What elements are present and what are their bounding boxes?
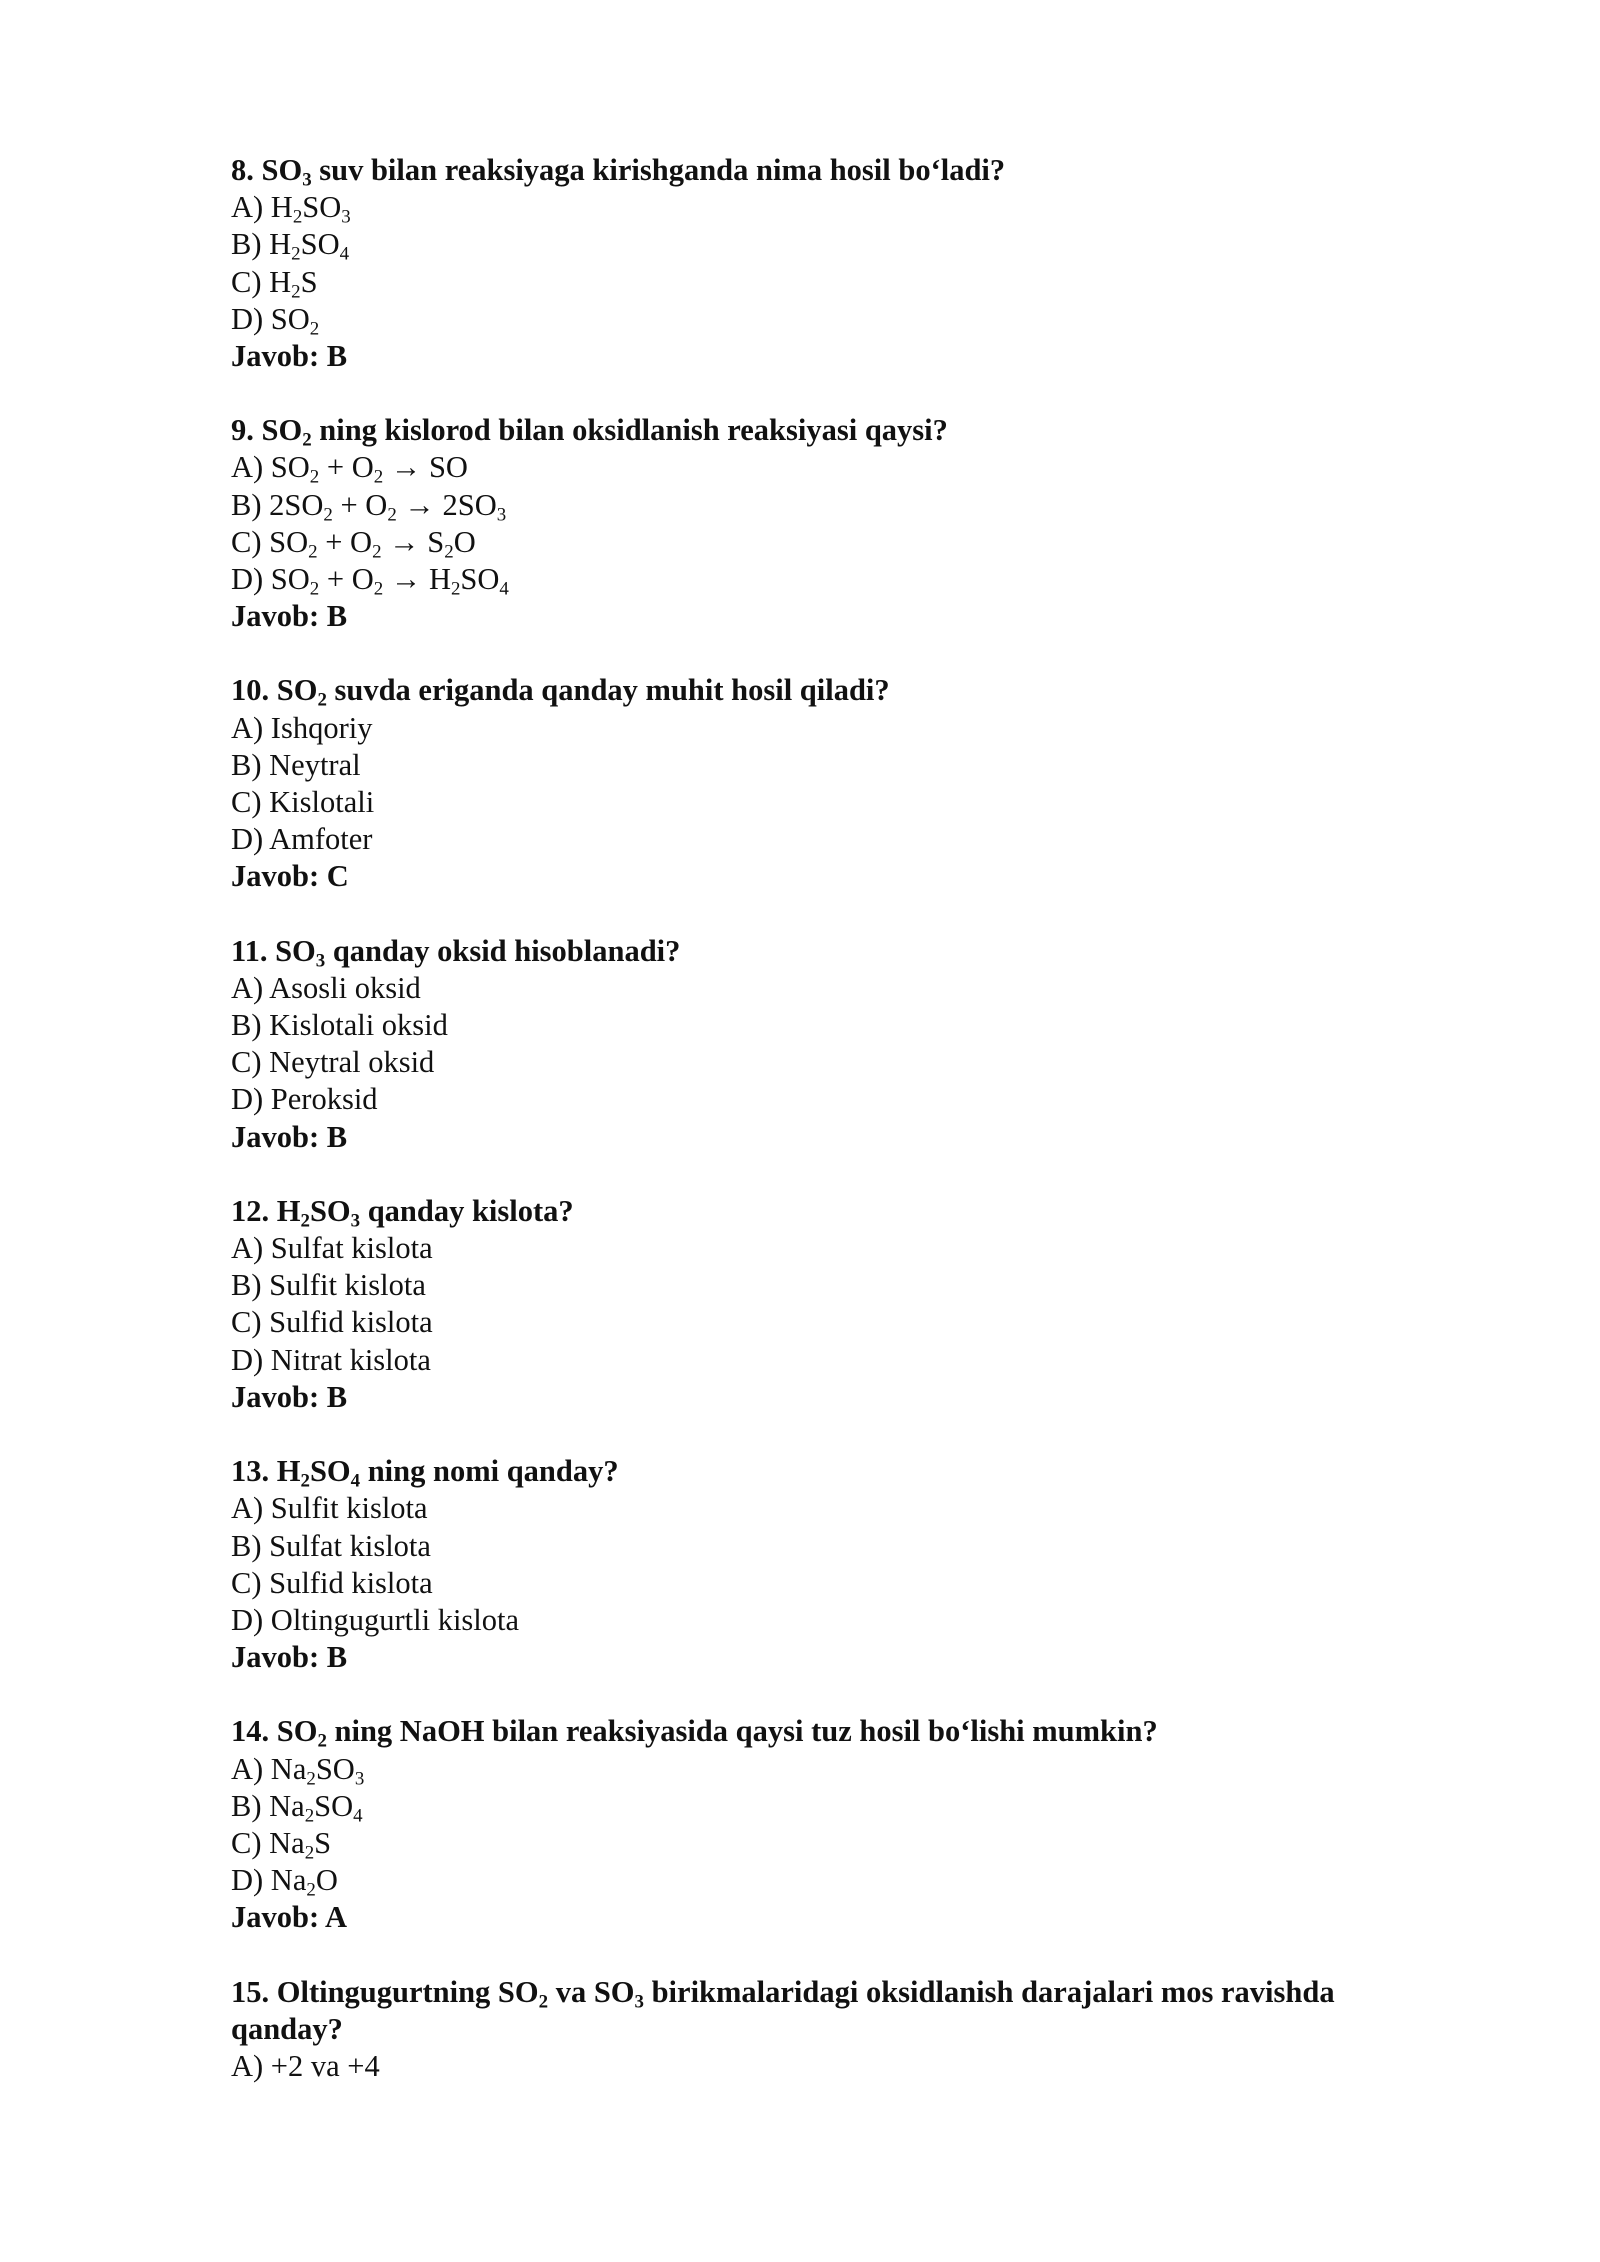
option-a: A) Sulfat kislota (231, 1231, 433, 1266)
question-14 (231, 1713, 1431, 1936)
option-a: A) $SO_2 + O_2$ → SO (231, 450, 468, 488)
question-title: 14. $SO_2$ ning NaOH bilan reaksiyasida qaysi tuz hosil bo‘lishi mumkin? (231, 1714, 1158, 1752)
option-c: C) Kislotali (231, 785, 375, 820)
option-b: B) $2SO_2 + O_2 \to 2SO_3$ (231, 487, 507, 525)
question-title: 10. $SO_2$ suvda eriganda qanday muhit hosil qiladi? (231, 673, 890, 711)
question-title: 11. $SO_3$ qanday oksid hisoblanadi? (231, 933, 681, 971)
option-b: B) Kislotali oksid (231, 1008, 448, 1043)
answer: Javob: B (231, 1119, 348, 1154)
option-d: D) Peroksid (231, 1082, 378, 1117)
question-title: 9. $SO_2$ ning kislorod bilan oksidlanish reaksiyasi qaysi? (231, 413, 948, 451)
option-d: D) $SO_2$ (231, 301, 320, 340)
question-13 (231, 1453, 1431, 1676)
question-title: 13. $H_2SO_4$ ning nomi qanday? (231, 1454, 619, 1492)
document-page (231, 152, 1431, 2122)
option-d: D) Oltingugurtli kislota (231, 1602, 520, 1637)
option-a: A) Ishqoriy (231, 710, 373, 745)
option-d: D) $Na_2O$ (231, 1863, 338, 1901)
option-a: A) Sulfit kislota (231, 1491, 428, 1526)
option-a: A) +2 va +4 (231, 2048, 380, 2083)
answer: Javob: A (231, 1900, 348, 1935)
question-8 (231, 152, 1431, 375)
question-title: 15. Oltingugurtning $SO_2$ va $SO_3$ birikmalaridagi oksidlanish darajalari mos ravishda qanday? (231, 1974, 1335, 2046)
option-d: D) $SO_2 + O_2 \to H_2SO_4$ (231, 562, 509, 600)
question-15 (231, 1974, 1431, 2086)
option-c: C) $Na_2S$ (231, 1825, 332, 1864)
question-11 (231, 933, 1431, 1156)
question-10 (231, 672, 1431, 895)
answer: Javob: C (231, 859, 349, 894)
option-c: C) $H_2S$ (231, 264, 318, 302)
option-a: A) $Na_2SO_3$ (231, 1751, 365, 1789)
question-title: 12. $H_2SO_3$ qanday kislota? (231, 1193, 574, 1232)
answer: Javob: B (231, 599, 348, 634)
option-b: B) Sulfit kislota (231, 1268, 426, 1303)
option-c: C) Sulfid kislota (231, 1565, 433, 1600)
option-b: B) Sulfat kislota (231, 1528, 431, 1563)
option-d: D) Amfoter (231, 822, 373, 857)
question-9 (231, 412, 1431, 635)
option-b: B) $H_2SO_4$ (231, 227, 350, 265)
question-12 (231, 1193, 1431, 1416)
option-a: A) $H_2SO_3$ (231, 190, 351, 228)
option-d: D) Nitrat kislota (231, 1342, 431, 1377)
answer: Javob: B (231, 1379, 348, 1414)
option-c: C) Neytral oksid (231, 1045, 435, 1080)
option-a: A) Asosli oksid (231, 970, 421, 1005)
option-c: C) $SO_2 + O_2 \to S_2O$ (231, 524, 476, 563)
answer: Javob: B (231, 1640, 348, 1675)
question-title: 8. $SO_3$ suv bilan reaksiyaga kirishganda nima hosil bo‘ladi? (231, 153, 1006, 191)
option-b: B) Neytral (231, 747, 361, 782)
option-b: B) $Na_2SO_4$ (231, 1788, 363, 1826)
option-c: C) Sulfid kislota (231, 1305, 433, 1340)
answer: Javob: B (231, 339, 348, 374)
